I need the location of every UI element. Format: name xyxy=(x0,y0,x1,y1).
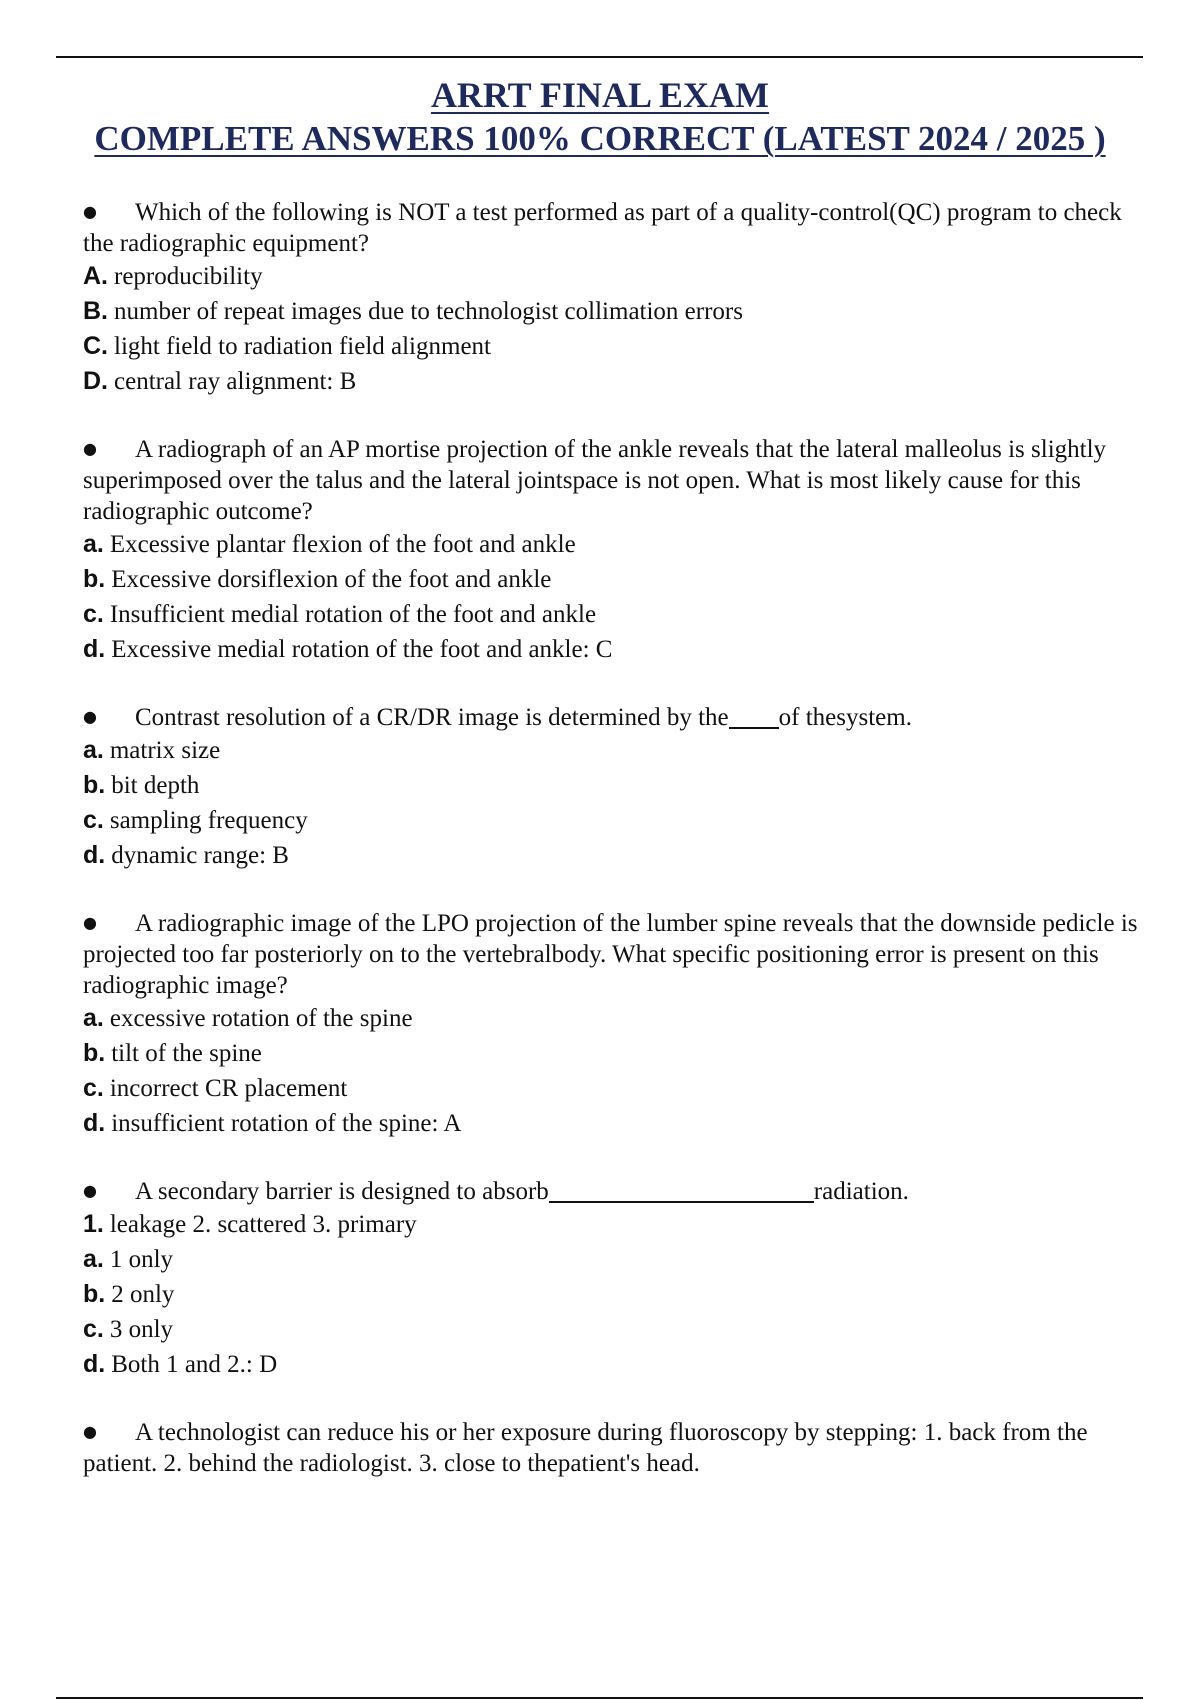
option-text: tilt of the spine xyxy=(111,1040,262,1067)
question-2 xyxy=(83,433,1143,667)
stem-text-after: of thesystem. xyxy=(778,704,912,731)
option-text: Excessive dorsiflexion of the foot and ankle xyxy=(111,566,552,593)
option-text: leakage 2. scattered 3. primary xyxy=(109,1211,417,1238)
document-title: ARRT FINAL EXAM xyxy=(430,75,770,115)
option-label: d. xyxy=(83,1350,106,1378)
option-text: Insufficient medial rotation of the foot and ankle xyxy=(109,601,597,628)
stem-text: Which of the following is NOT a test performed as part of a quality-control(QC) program to check the radiographic equipment? xyxy=(83,199,1122,257)
option-item xyxy=(83,803,1143,838)
option-item xyxy=(83,259,1143,294)
option-label: c. xyxy=(83,1074,104,1102)
option-label: c. xyxy=(83,806,104,834)
option-label: b. xyxy=(83,1039,106,1067)
answer-blank xyxy=(729,703,779,729)
stem-text: A radiograph of an AP mortise projection of the ankle reveals that the lateral malleolus is slightly superimposed over the talus and the lateral jointspace is not open. What is most likely cause for this radiographic outcome? xyxy=(83,436,1107,525)
option-text: 1 only xyxy=(109,1246,174,1273)
option-text: Both 1 and 2.: D xyxy=(111,1351,278,1378)
option-label: d. xyxy=(83,1109,106,1137)
option-label: D. xyxy=(83,367,108,395)
option-text: bit depth xyxy=(111,772,200,799)
option-item xyxy=(83,1036,1143,1071)
bullet-icon: ● xyxy=(83,202,97,221)
stem-text: A technologist can reduce his or her exposure during fluoroscopy by stepping: 1. back from the patient. 2. behind the radiologist. 3. close to thepatient's head. xyxy=(83,1419,1088,1477)
option-item xyxy=(83,733,1143,768)
question-stem xyxy=(83,1175,1143,1207)
option-item xyxy=(83,632,1143,667)
stem-text: A radiographic image of the LPO projection of the lumber spine reveals that the downside pedicle is projected too far posteriorly on to the vertebralbody. What specific positioning error is present on this radiographic image? xyxy=(83,910,1138,999)
option-label: c. xyxy=(83,1315,104,1343)
option-label: b. xyxy=(83,771,106,799)
question-1 xyxy=(83,196,1143,399)
option-item xyxy=(83,768,1143,803)
option-item xyxy=(83,329,1143,364)
bullet-icon: ● xyxy=(83,1181,97,1200)
option-text: sampling frequency xyxy=(109,807,308,834)
option-label: C. xyxy=(83,332,108,360)
question-stem xyxy=(83,1416,1143,1479)
option-label: b. xyxy=(83,565,106,593)
question-3 xyxy=(83,701,1143,873)
option-item xyxy=(83,597,1143,632)
option-label: a. xyxy=(83,736,104,764)
stem-text-before: A secondary barrier is designed to absorb xyxy=(135,1178,549,1205)
bottom-rule xyxy=(56,1697,1143,1699)
top-rule xyxy=(56,56,1143,58)
option-text: incorrect CR placement xyxy=(109,1075,348,1102)
option-label: a. xyxy=(83,1004,104,1032)
option-item xyxy=(83,294,1143,329)
option-item xyxy=(83,527,1143,562)
option-item xyxy=(83,1312,1143,1347)
option-text: 2 only xyxy=(111,1281,175,1308)
option-text: insufficient rotation of the spine: A xyxy=(111,1110,462,1137)
option-text: number of repeat images due to technologist collimation errors xyxy=(114,298,743,325)
option-item xyxy=(83,838,1143,873)
answer-blank xyxy=(549,1177,814,1203)
option-label: b. xyxy=(83,1280,106,1308)
option-item xyxy=(83,1277,1143,1312)
option-label: 1. xyxy=(83,1210,104,1238)
option-item xyxy=(83,1001,1143,1036)
option-text: Excessive plantar flexion of the foot and ankle xyxy=(109,531,576,558)
option-label: B. xyxy=(83,297,108,325)
question-list xyxy=(83,196,1143,1513)
option-text: reproducibility xyxy=(114,263,263,290)
option-text: light field to radiation field alignment xyxy=(114,333,491,360)
question-stem xyxy=(83,433,1143,527)
option-text: 3 only xyxy=(109,1316,174,1343)
question-stem xyxy=(83,907,1143,1001)
option-text: Excessive medial rotation of the foot and ankle: C xyxy=(111,636,613,663)
question-5 xyxy=(83,1175,1143,1382)
stem-text-before: Contrast resolution of a CR/DR image is determined by the xyxy=(135,704,729,731)
option-label: d. xyxy=(83,841,106,869)
question-4 xyxy=(83,907,1143,1141)
option-text: central ray alignment: B xyxy=(114,368,357,395)
option-item xyxy=(83,364,1143,399)
bullet-icon: ● xyxy=(83,1422,97,1441)
option-label: A. xyxy=(83,262,108,290)
option-item xyxy=(83,562,1143,597)
bullet-icon: ● xyxy=(83,707,97,726)
document-subtitle: COMPLETE ANSWERS 100% CORRECT (LATEST 2024 / 2025 ) xyxy=(94,119,1106,158)
question-stem xyxy=(83,701,1143,733)
option-item xyxy=(83,1207,1143,1242)
option-item xyxy=(83,1071,1143,1106)
option-item xyxy=(83,1242,1143,1277)
option-label: a. xyxy=(83,530,104,558)
question-6 xyxy=(83,1416,1143,1479)
question-stem xyxy=(83,196,1143,259)
option-text: dynamic range: B xyxy=(111,842,289,869)
option-label: a. xyxy=(83,1245,104,1273)
option-text: excessive rotation of the spine xyxy=(109,1005,413,1032)
document-header xyxy=(0,73,1200,161)
option-text: matrix size xyxy=(109,737,221,764)
bullet-icon: ● xyxy=(83,439,97,458)
bullet-icon: ● xyxy=(83,913,97,932)
stem-text-after: radiation. xyxy=(813,1178,909,1205)
option-item xyxy=(83,1347,1143,1382)
option-item xyxy=(83,1106,1143,1141)
option-label: c. xyxy=(83,600,104,628)
option-label: d. xyxy=(83,635,106,663)
